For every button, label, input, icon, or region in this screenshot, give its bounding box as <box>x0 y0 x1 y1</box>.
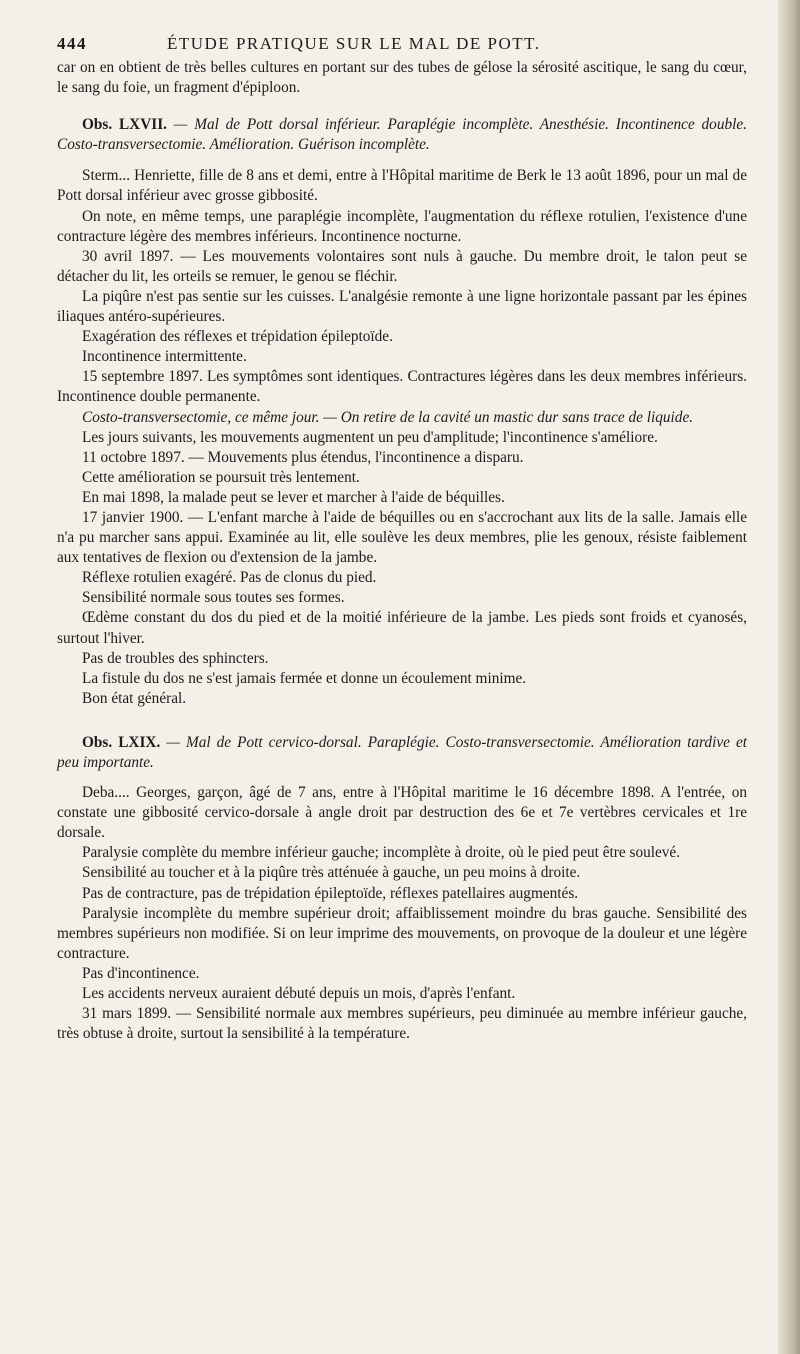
paragraph: La fistule du dos ne s'est jamais fermée et donne un écoulement minime. <box>82 669 527 687</box>
paragraph: Les jours suivants, les mouvements augmentent un peu d'amplitude; l'incontinence s'améliore. <box>82 428 658 446</box>
paragraph: Pas d'incontinence. <box>82 964 200 982</box>
paragraph: Paralysie incomplète du membre supérieur droit; affaiblissement moindre du bras gauche. Sensibilité des membres supérieurs non modifiée. Si on leur imprime des mouvements, on provoque de la douleur et une légère contracture. <box>57 904 747 962</box>
paragraph: 30 avril 1897. — Les mouvements volontaires sont nuls à gauche. Du membre droit, le talon peut se détacher du lit, les orteils se remuer, le genou se fléchir. <box>57 247 747 285</box>
running-header <box>57 34 747 58</box>
paragraph: 11 octobre 1897. — Mouvements plus étendus, l'incontinence a disparu. <box>82 448 524 466</box>
observation-69-body <box>57 783 747 1044</box>
opening-paragraph: car on en obtient de très belles cultures en portant sur des tubes de gélose la sérosité ascitique, le sang du cœur, le sang du foie, un fragment d'épiploon. <box>57 59 747 97</box>
paragraph: Deba.... Georges, garçon, âgé de 7 ans, entre à l'Hôpital maritime le 16 décembre 1898. A l'entrée, on constate une gibbosité cervico-dorsale à angle droit par destruction des 6e et 7e vertèbres cervicales et 1re dorsale. <box>57 784 747 842</box>
observation-67-label: Obs. LXVII. <box>82 116 168 134</box>
observation-69-heading <box>57 733 747 773</box>
paragraph: Cette amélioration se poursuit très lentement. <box>82 468 360 486</box>
paragraph: Pas de troubles des sphincters. <box>82 649 269 667</box>
paragraph: Les accidents nerveux auraient débuté depuis un mois, d'après l'enfant. <box>82 985 516 1003</box>
observation-69-title: — Mal de Pott cervico-dorsal. Paraplégie. Costo-transversectomie. Amélioration tardive et peu importante. <box>57 733 747 771</box>
paragraph: Exagération des réflexes et trépidation épileptoïde. <box>82 328 393 346</box>
paragraph: Œdème constant du dos du pied et de la moitié inférieure de la jambe. Les pieds sont froids et cyanosés, surtout l'hiver. <box>57 609 747 647</box>
paragraph: La piqûre n'est pas sentie sur les cuisses. L'analgésie remonte à une ligne horizontale passant par les épines iliaques antéro-supérieures. <box>57 287 747 326</box>
paragraph: Sterm... Henriette, fille de 8 ans et demi, entre à l'Hôpital maritime de Berk le 13 août 1896, pour un mal de Pott dorsal inférieur avec grosse gibbosité. <box>57 167 747 205</box>
paragraph-text: Costo-transversectomie, ce même jour. — On retire de la cavité un mastic dur sans trace de liquide. <box>82 408 694 426</box>
paragraph: Sensibilité au toucher et à la piqûre très atténuée à gauche, un peu moins à droite. <box>82 864 581 882</box>
paragraph: 31 mars 1899. — Sensibilité normale aux membres supérieurs, peu diminuée au membre inférieur gauche, très obtuse à droite, surtout la sensibilité à la température. <box>57 1005 747 1043</box>
paragraph: 17 janvier 1900. — L'enfant marche à l'aide de béquilles ou en s'accrochant aux lits de la salle. Jamais elle n'a pu marcher sans appui. Examinée au lit, elle soulève les deux membres, plie les genoux, résiste faiblement aux tentatives de flexion ou d'extension de la jambe. <box>57 508 747 567</box>
page-number: 444 <box>57 34 87 53</box>
observation-67-heading <box>57 115 747 155</box>
observation-67-body <box>57 166 747 709</box>
page-edge-shadow <box>778 0 800 1354</box>
paragraph: Réflexe rotulien exagéré. Pas de clonus du pied. <box>82 569 377 587</box>
running-title: ÉTUDE PRATIQUE SUR LE MAL DE POTT. <box>167 34 541 53</box>
book-page <box>57 34 747 1044</box>
paragraph: Paralysie complète du membre inférieur gauche; incomplète à droite, où le pied peut être soulevé. <box>82 844 681 862</box>
paragraph-italic-lead <box>57 408 747 428</box>
paragraph: On note, en même temps, une paraplégie incomplète, l'augmentation du réflexe rotulien, l'existence d'une contracture légère des membres inférieurs. Incontinence nocturne. <box>57 207 747 245</box>
paragraph: 15 septembre 1897. Les symptômes sont identiques. Contractures légères dans les deux membres inférieurs. Incontinence double permanente. <box>57 368 747 406</box>
observation-69-label: Obs. LXIX. <box>82 733 161 751</box>
paragraph: Incontinence intermittente. <box>82 348 247 366</box>
paragraph: Sensibilité normale sous toutes ses formes. <box>82 589 345 607</box>
observation-67-title: — Mal de Pott dorsal inférieur. Paraplégie incomplète. Anesthésie. Incontinence double. Costo-transversectomie. Amélioration. Guérison incomplète. <box>57 116 747 154</box>
paragraph: En mai 1898, la malade peut se lever et marcher à l'aide de béquilles. <box>82 488 505 506</box>
paragraph: Pas de contracture, pas de trépidation épileptoïde, réflexes patellaires augmentés. <box>82 884 579 902</box>
paragraph: Bon état général. <box>82 689 187 707</box>
